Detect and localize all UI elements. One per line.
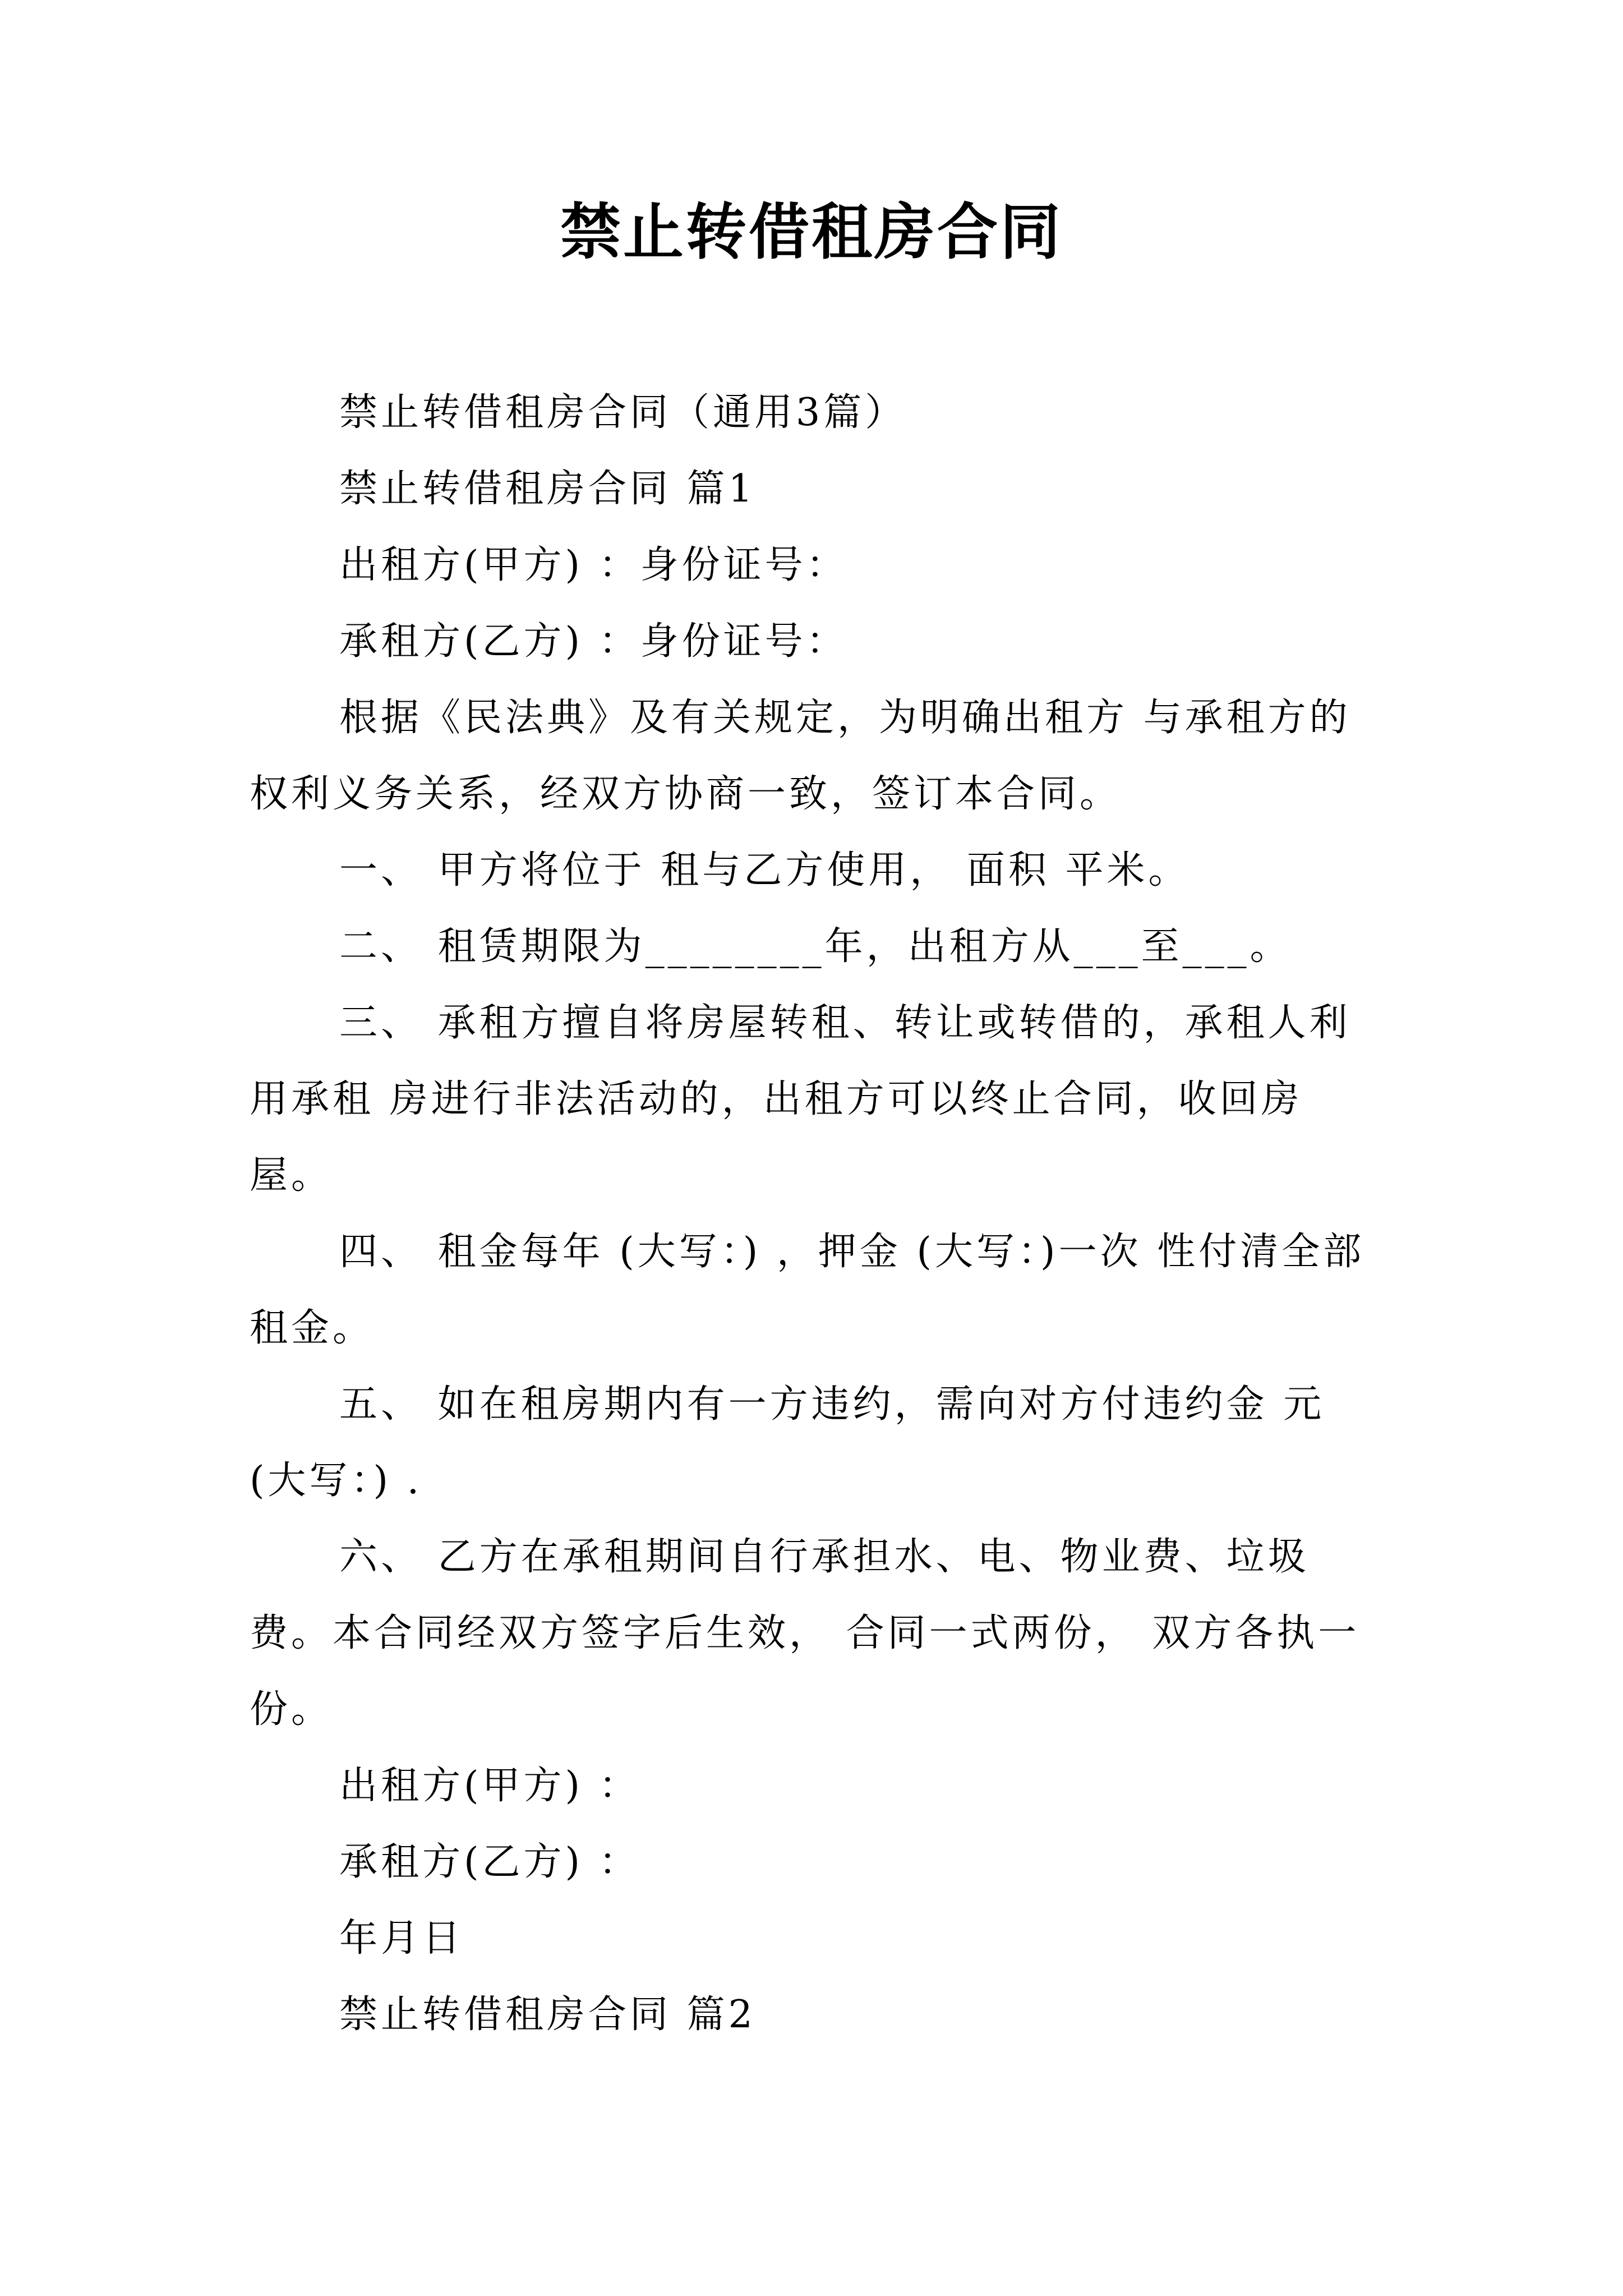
lessee-id-line: 承租方(乙方) ：身份证号： <box>339 619 848 664</box>
clause-1: 一、 甲方将位于 租与乙方使用， 面积 平米。 <box>339 848 1190 892</box>
document-body <box>250 375 1377 2053</box>
lessee-signature-line: 承租方(乙方) ： <box>339 1840 640 1884</box>
section-heading-2: 禁止转借租房合同 篇2 <box>339 1993 756 2037</box>
clause-6: 六、 乙方在承租期间自行承担水、电、物业费、垃圾费。本合同经双方签字后生效， 合同一式两份， 双方各执一份。 <box>250 1535 1360 1732</box>
document-title: 禁止转借租房合同 <box>560 197 1063 268</box>
clause-2: 二、 租赁期限为________年，出租方从___至___。 <box>339 924 1292 969</box>
clause-5: 五、 如在租房期内有一方违约，需向对方付违约金 元(大写：) . <box>250 1382 1325 1503</box>
lessor-id-line: 出租方(甲方) ：身份证号： <box>339 543 848 587</box>
preamble-paragraph: 根据《民法典》及有关规定，为明确出租方 与承租方的权利义务关系，经双方协商一致，签订本合同。 <box>250 696 1351 816</box>
collection-heading: 禁止转借租房合同（通用3篇） <box>339 390 907 435</box>
section-heading: 禁止转借租房合同 篇1 <box>339 467 756 511</box>
clause-4: 四、 租金每年 (大写：) ，押金 (大写：)一次 性付清全部租金。 <box>250 1230 1365 1350</box>
clause-3: 三、 承租方擅自将房屋转租、转让或转借的，承租人利用承租 房进行非法活动的，出租方可以终止合同，收回房屋。 <box>250 1001 1351 1198</box>
lessor-signature-line: 出租方(甲方) ： <box>339 1764 640 1808</box>
date-line: 年月日 <box>339 1916 464 1961</box>
